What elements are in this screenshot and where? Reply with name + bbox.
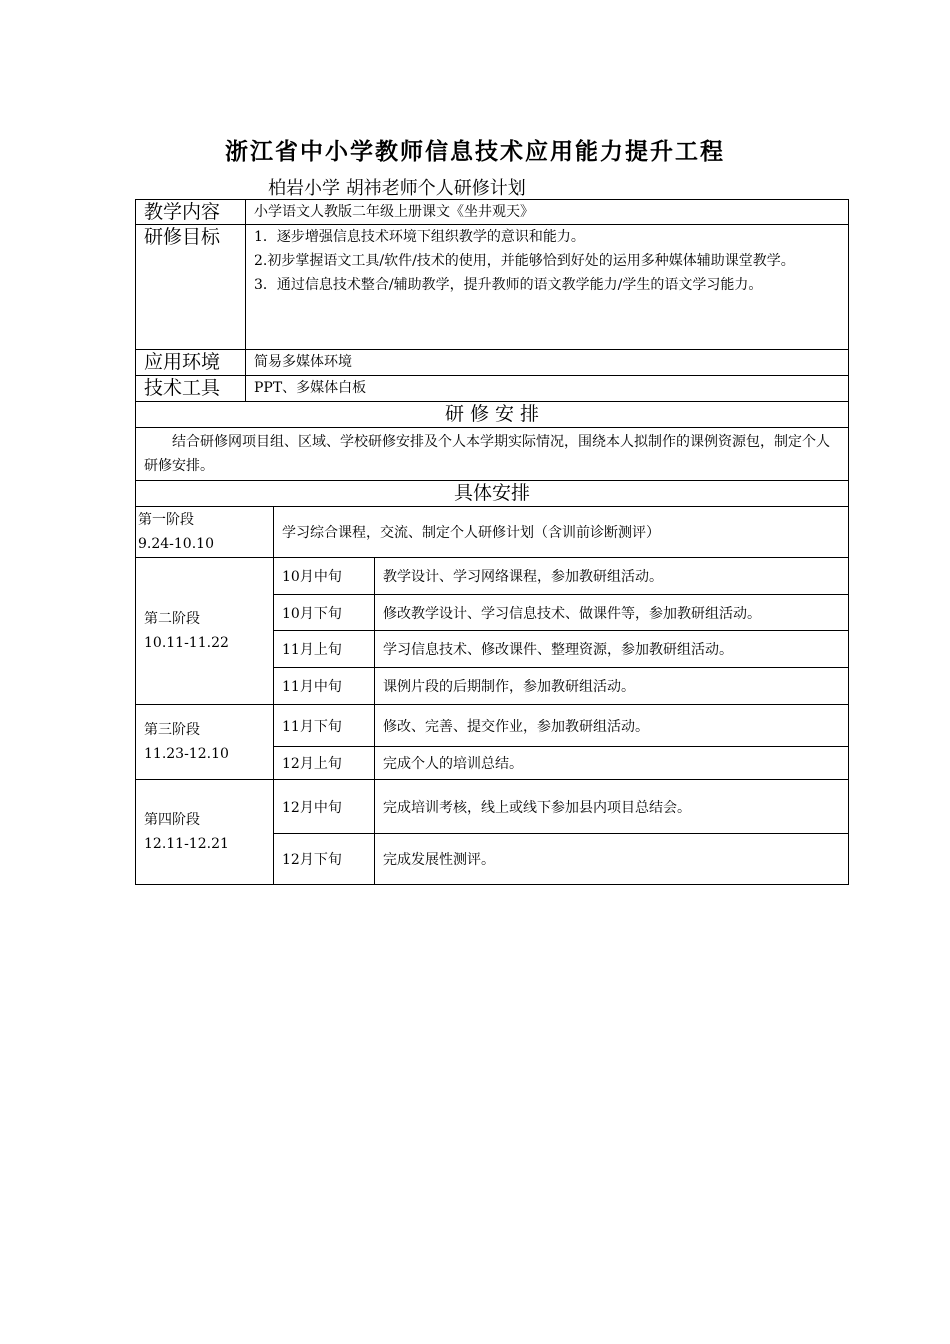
content-value: 小学语文人教版二年级上册课文《坐井观天》 xyxy=(246,200,849,225)
stage-name: 第一阶段 xyxy=(138,512,194,528)
period-cell: 12月下旬 xyxy=(274,834,375,885)
stage-dates: 10.11-11.22 xyxy=(144,635,229,651)
document-title: 浙江省中小学教师信息技术应用能力提升工程 xyxy=(225,138,725,165)
goal-item: 3．通过信息技术整合/辅助教学，提升教师的语文教学能力/学生的语文学习能力。 xyxy=(254,277,763,293)
arrangement-text-row xyxy=(136,428,849,481)
content-row xyxy=(136,200,849,225)
schedule-row xyxy=(136,705,849,747)
period-cell: 10月下旬 xyxy=(274,595,375,631)
stage-name: 第四阶段 xyxy=(144,812,200,828)
task-cell: 完成培训考核，线上或线下参加县内项目总结会。 xyxy=(375,780,849,834)
arrangement-heading-row xyxy=(136,402,849,428)
goals-row xyxy=(136,225,849,350)
task-cell: 修改、完善、提交作业，参加教研组活动。 xyxy=(375,705,849,747)
stage-2-cell xyxy=(136,558,274,705)
goals-label: 研修目标 xyxy=(136,225,246,350)
research-plan-table xyxy=(135,199,849,885)
stage-name: 第二阶段 xyxy=(144,611,200,627)
stage-dates: 9.24-10.10 xyxy=(138,536,214,552)
stage-dates: 12.11-12.21 xyxy=(144,836,229,852)
goal-item: 1．逐步增强信息技术环境下组织教学的意识和能力。 xyxy=(254,229,585,245)
goal-item: 2.初步掌握语文工具/软件/技术的使用，并能够恰到好处的运用多种媒体辅助课堂教学。 xyxy=(254,253,795,269)
stage-dates: 11.23-12.10 xyxy=(144,746,229,762)
stage-3-cell xyxy=(136,705,274,780)
schedule-heading-row xyxy=(136,481,849,507)
task-cell: 课例片段的后期制作，参加教研组活动。 xyxy=(375,668,849,705)
period-cell: 10月中旬 xyxy=(274,558,375,595)
period-cell: 11月中旬 xyxy=(274,668,375,705)
document-subtitle: 柏岩小学 胡祎老师个人研修计划 xyxy=(268,178,526,199)
task-cell: 学习信息技术、修改课件、整理资源，参加教研组活动。 xyxy=(375,631,849,668)
tools-value: PPT、多媒体白板 xyxy=(246,376,849,402)
period-cell: 12月上旬 xyxy=(274,747,375,780)
schedule-heading: 具体安排 xyxy=(136,481,849,507)
tools-row xyxy=(136,376,849,402)
period-cell: 11月上旬 xyxy=(274,631,375,668)
period-cell: 11月下旬 xyxy=(274,705,375,747)
task-cell: 完成个人的培训总结。 xyxy=(375,747,849,780)
period-cell: 12月中旬 xyxy=(274,780,375,834)
tools-label: 技术工具 xyxy=(136,376,246,402)
arrangement-text: 结合研修网项目组、区域、学校研修安排及个人本学期实际情况，围绕本人拟制作的课例资源包，制定个人研修安排。 xyxy=(136,428,849,481)
environment-value: 简易多媒体环境 xyxy=(246,350,849,376)
task-cell: 修改教学设计、学习信息技术、做课件等，参加教研组活动。 xyxy=(375,595,849,631)
task-cell: 教学设计、学习网络课程，参加教研组活动。 xyxy=(375,558,849,595)
stage-1-task: 学习综合课程，交流、制定个人研修计划（含训前诊断测评） xyxy=(274,507,849,558)
stage-name: 第三阶段 xyxy=(144,722,200,738)
stage-1-cell xyxy=(136,507,274,558)
task-cell: 完成发展性测评。 xyxy=(375,834,849,885)
environment-label: 应用环境 xyxy=(136,350,246,376)
content-label: 教学内容 xyxy=(136,200,246,225)
stage-1-row xyxy=(136,507,849,558)
arrangement-heading: 研 修 安 排 xyxy=(136,402,849,428)
goals-list xyxy=(246,225,849,350)
schedule-row xyxy=(136,780,849,834)
environment-row xyxy=(136,350,849,376)
stage-4-cell xyxy=(136,780,274,885)
schedule-row xyxy=(136,558,849,595)
